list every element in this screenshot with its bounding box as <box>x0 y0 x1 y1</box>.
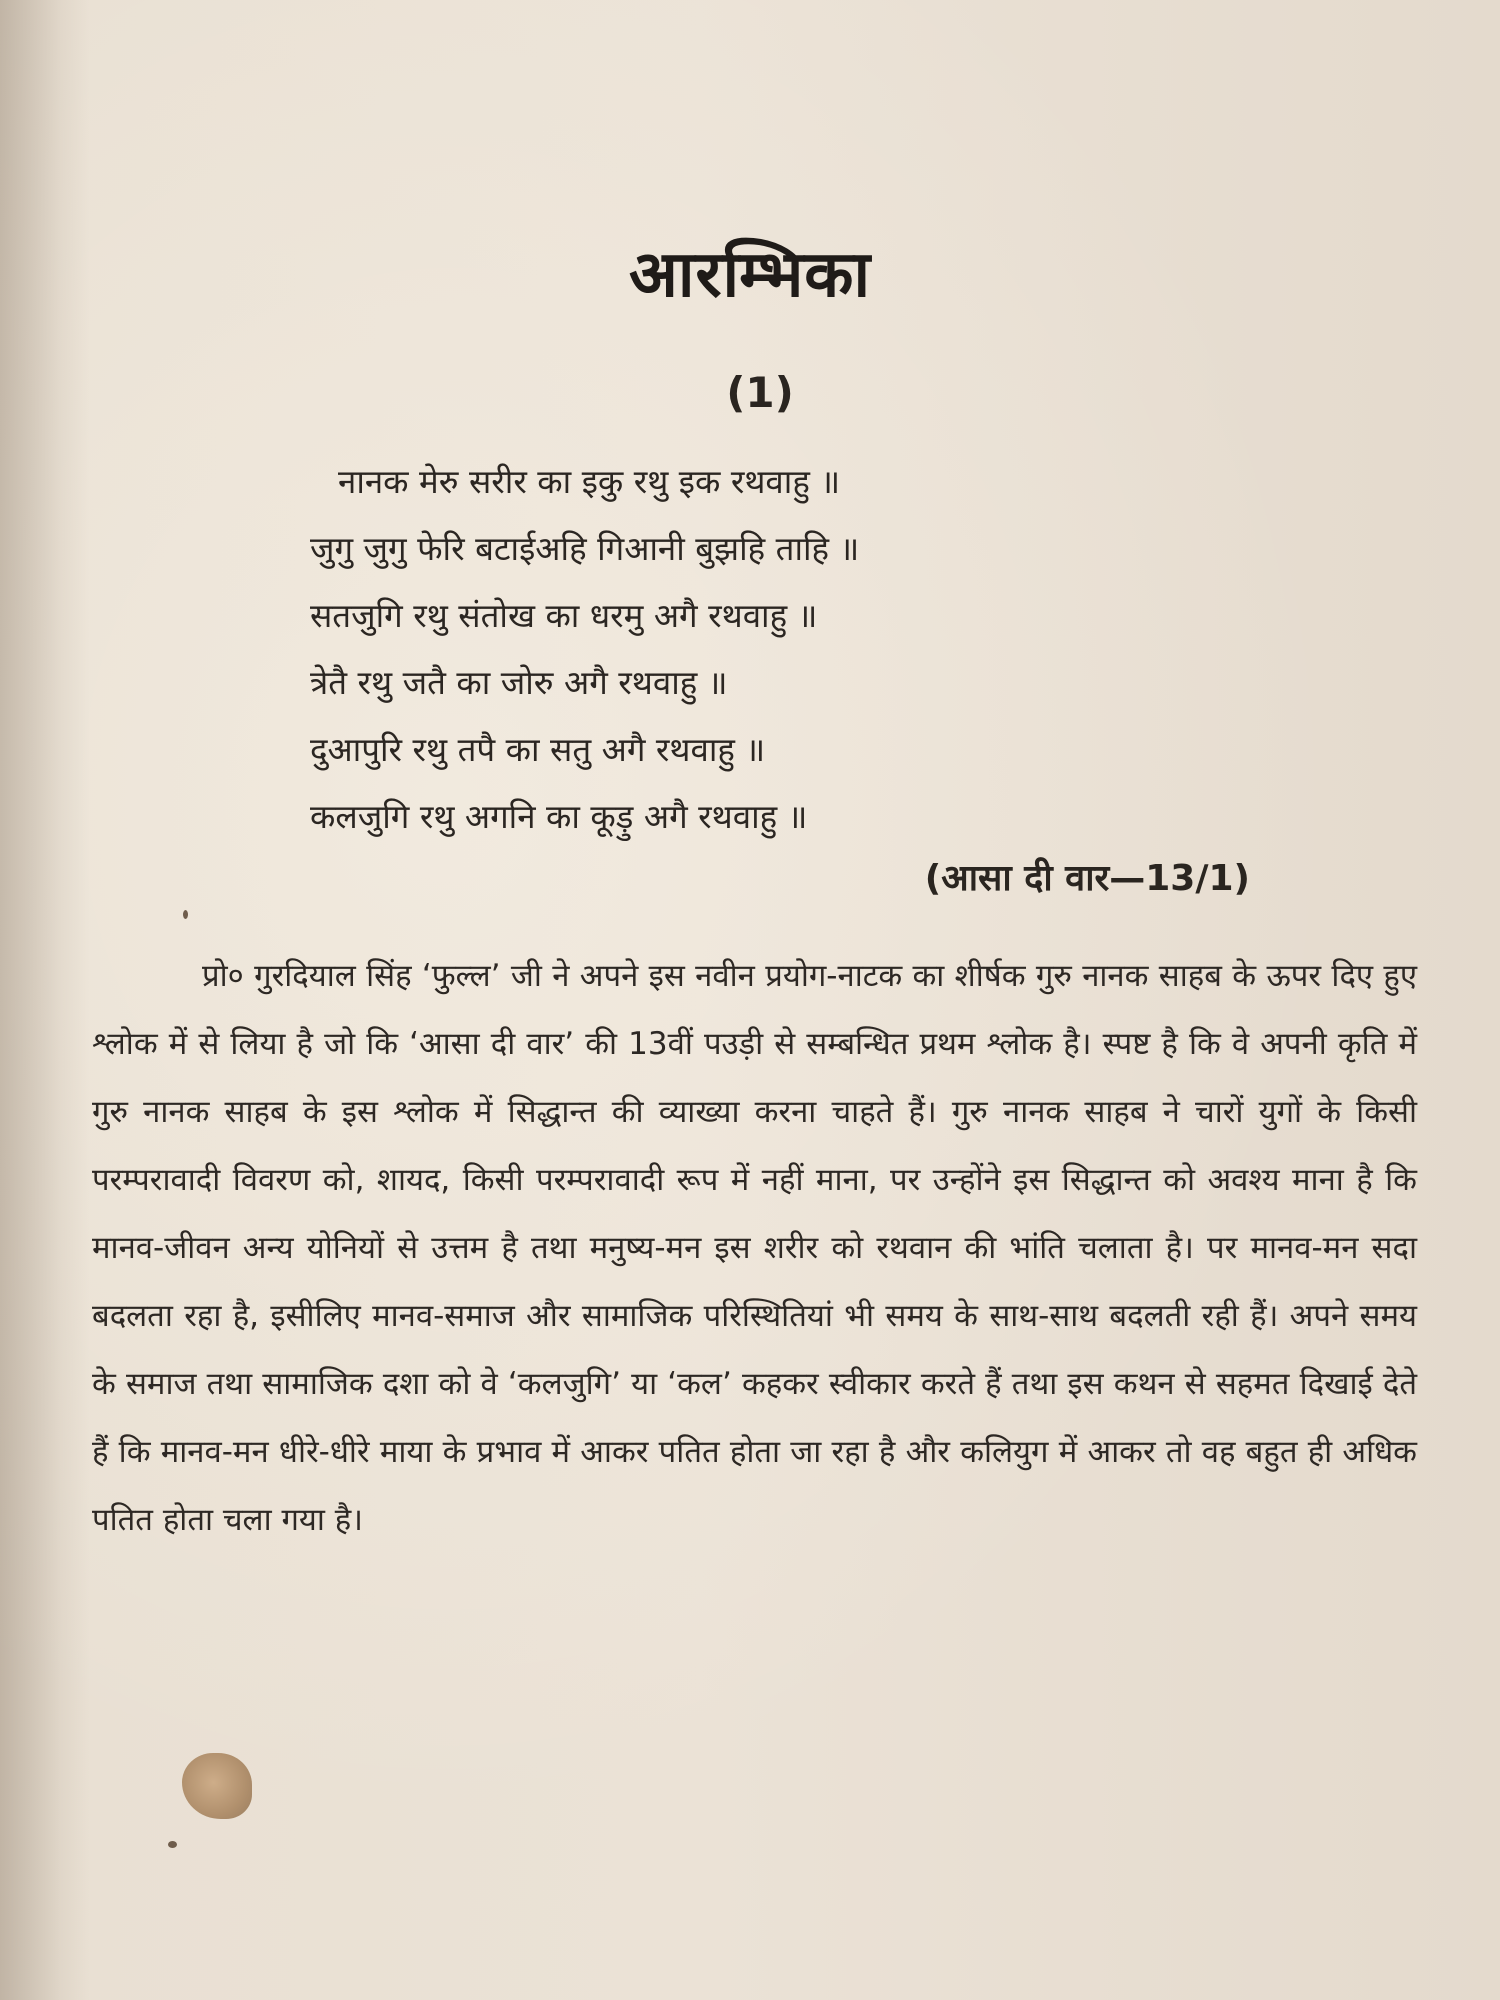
body-paragraph: प्रो० गुरदियाल सिंह ‘फुल्ल’ जी ने अपने इस नवीन प्रयोग-नाटक का शीर्षक गुरु नानक साहब के ऊपर दिए हुए श्लोक में से लिया है जो कि ‘आसा दी वार’ की 13वीं पउड़ी से सम्बन्धित प्रथम श्लोक है। स्पष्ट है कि वे अपनी कृति में गुरु नानक साहब के इस श्लोक में सिद्धान्त की व्याख्या करना चाहते हैं। गुरु नानक साहब ने चारों युगों के किसी परम्परावादी विवरण को, शायद, किसी परम्परावादी रूप में नहीं माना, पर उन्होंने इस सिद्धान्त को अवश्य माना है कि मानव-जीवन अन्य योनियों से उत्तम है तथा मनुष्य-मन इस शरीर को रथवान की भांति चलाता है। पर मानव-मन सदा बदलता रहा है, इसीलिए मानव-समाज और सामाजिक परिस्थितियां भी समय के साथ-साथ बदलती रही हैं। अपने समय के समाज तथा सामाजिक दशा को वे ‘कलजुगि’ या ‘कल’ कहकर स्वीकार करते हैं तथा इस कथन से सहमत दिखाई देते हैं कि मानव-मन धीरे-धीरे माया के प्रभाव में आकर पतित होता जा रहा है और कलियुग में आकर तो वह बहुत ही अधिक पतित होता चला गया है। <box>92 958 1417 1538</box>
ink-speck <box>168 1841 177 1848</box>
verse-line: जुगु जुगु फेरि बटाईअहि गिआनी बुझहि ताहि ॥ <box>310 529 860 568</box>
verse-block <box>310 448 1130 850</box>
page-title: आरम्भिका <box>628 238 872 312</box>
ink-speck <box>183 910 188 919</box>
verse-source-citation: (आसा दी वार—13/1) <box>924 858 1250 899</box>
paper-stain <box>182 1753 252 1819</box>
verse-line: कलजुगि रथु अगनि का कूड़ु अगै रथवाहु ॥ <box>310 797 808 836</box>
verse-line: त्रेतै रथु जतै का जोरु अगै रथवाहु ॥ <box>310 663 728 702</box>
couplet-number: (1) <box>726 368 794 417</box>
verse-line: नानक मेरु सरीर का इकु रथु इक रथवाहु ॥ <box>338 462 841 501</box>
verse-line: दुआपुरि रथु तपै का सतु अगै रथवाहु ॥ <box>310 730 766 769</box>
verse-line: सतजुगि रथु संतोख का धरमु अगै रथवाहु ॥ <box>310 596 818 635</box>
